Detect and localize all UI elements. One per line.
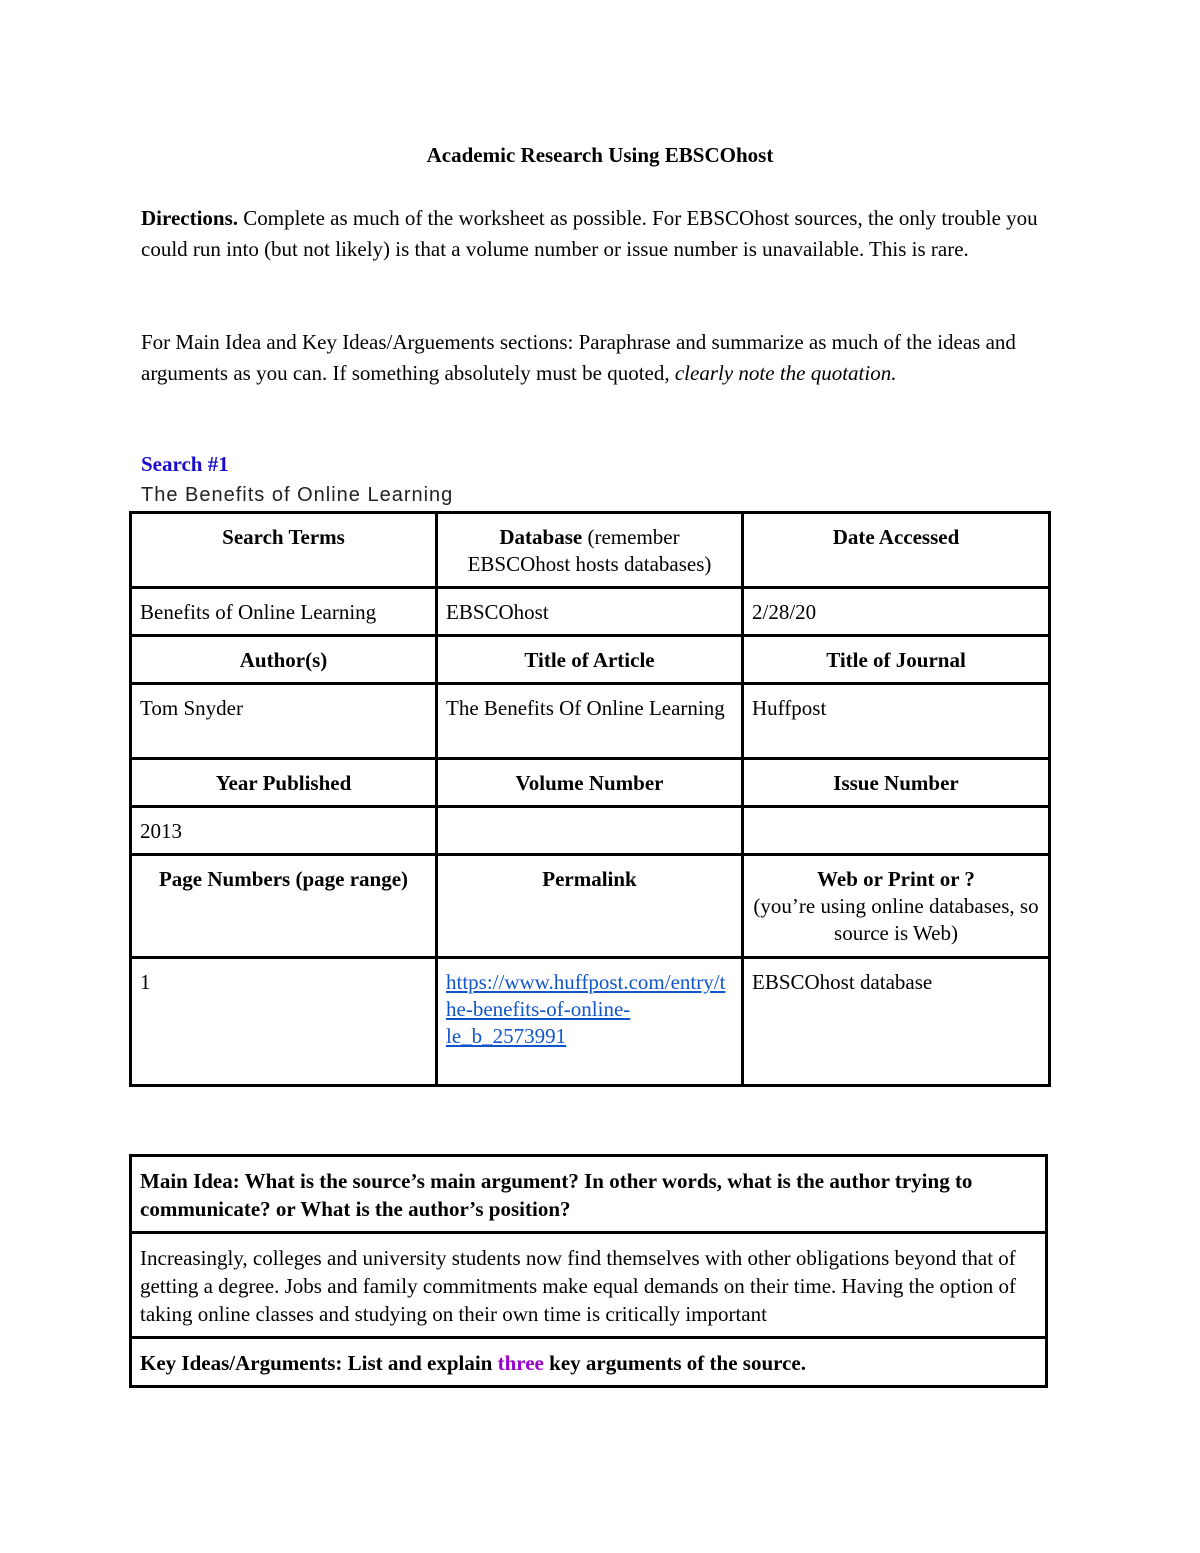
permalink-cell [437, 958, 743, 1086]
key-ideas-question [131, 1338, 1047, 1387]
table-row [131, 958, 1050, 1086]
instructions-text: For Main Idea and Key Ideas/Arguements sections: Paraphrase and summarize as much of the ideas and arguments as you can. If something absolutely must be quoted, [141, 330, 1016, 385]
instructions-end: . [891, 361, 897, 385]
database-header-note: (remember EBSCOhost hosts databases) [467, 525, 712, 576]
permalink-link[interactable]: https://www.huffpost.com/entry/the-benefits-of-online-le_b_2573991 [446, 970, 726, 1048]
search-terms-header: Search Terms [131, 513, 437, 588]
table-row [131, 1156, 1047, 1233]
directions-text: Complete as much of the worksheet as possible. For EBSCOhost sources, the only trouble you could run into (but not likely) is that a volume number or issue number is unavailable. This is rare. [141, 206, 1038, 261]
table-row [131, 807, 1050, 855]
issue-cell[interactable] [743, 807, 1050, 855]
journal-title-cell[interactable]: Huffpost [743, 684, 1050, 759]
table-row [131, 855, 1050, 958]
table-row [131, 759, 1050, 807]
instructions-paragraph [141, 327, 1061, 389]
key-ideas-suffix: key arguments of the source. [543, 1351, 806, 1375]
directions-paragraph [141, 203, 1061, 265]
medium-header-label: Web or Print or ? [817, 867, 975, 891]
source-info-table [129, 511, 1051, 1087]
issue-header: Issue Number [743, 759, 1050, 807]
medium-header-note: (you’re using online databases, so source is Web) [753, 894, 1039, 945]
permalink-header: Permalink [437, 855, 743, 958]
table-row [131, 588, 1050, 636]
search-topic: The Benefits of Online Learning [141, 484, 454, 506]
authors-header: Author(s) [131, 636, 437, 684]
table-row [131, 513, 1050, 588]
table-row [131, 1338, 1047, 1387]
main-idea-question: Main Idea: What is the source’s main argument? In other words, what is the author trying to communicate? or What is the author’s position? [131, 1156, 1047, 1233]
medium-header [743, 855, 1050, 958]
document-title: Academic Research Using EBSCOhost [426, 143, 774, 167]
main-idea-answer[interactable]: Increasingly, colleges and university students now find themselves with other obligations beyond that of getting a degree. Jobs and family commitments make equal demands on their time. Having the option of taking online classes and studying on their own time is critically important [131, 1233, 1047, 1338]
database-header-label: Database [499, 525, 583, 549]
database-header [437, 513, 743, 588]
year-header: Year Published [131, 759, 437, 807]
database-cell[interactable]: EBSCOhost [437, 588, 743, 636]
medium-cell[interactable]: EBSCOhost database [743, 958, 1050, 1086]
volume-header: Volume Number [437, 759, 743, 807]
pages-header: Page Numbers (page range) [131, 855, 437, 958]
directions-label: Directions. [141, 206, 239, 230]
instructions-emphasis: clearly note the quotation [674, 361, 892, 385]
table-row [131, 1233, 1047, 1338]
journal-title-header: Title of Journal [743, 636, 1050, 684]
table-row [131, 684, 1050, 759]
search-terms-cell[interactable]: Benefits of Online Learning [131, 588, 437, 636]
article-title-cell[interactable]: The Benefits Of Online Learning [437, 684, 743, 759]
article-title-header: Title of Article [437, 636, 743, 684]
key-ideas-count: three [497, 1351, 544, 1375]
volume-cell[interactable] [437, 807, 743, 855]
year-cell[interactable]: 2013 [131, 807, 437, 855]
authors-cell[interactable]: Tom Snyder [131, 684, 437, 759]
table-row [131, 636, 1050, 684]
date-accessed-header: Date Accessed [743, 513, 1050, 588]
pages-cell[interactable]: 1 [131, 958, 437, 1086]
key-ideas-prefix: Key Ideas/Arguments: List and explain [140, 1351, 498, 1375]
search-label: Search #1 [141, 452, 229, 476]
date-accessed-cell[interactable]: 2/28/20 [743, 588, 1050, 636]
analysis-table [129, 1154, 1048, 1388]
